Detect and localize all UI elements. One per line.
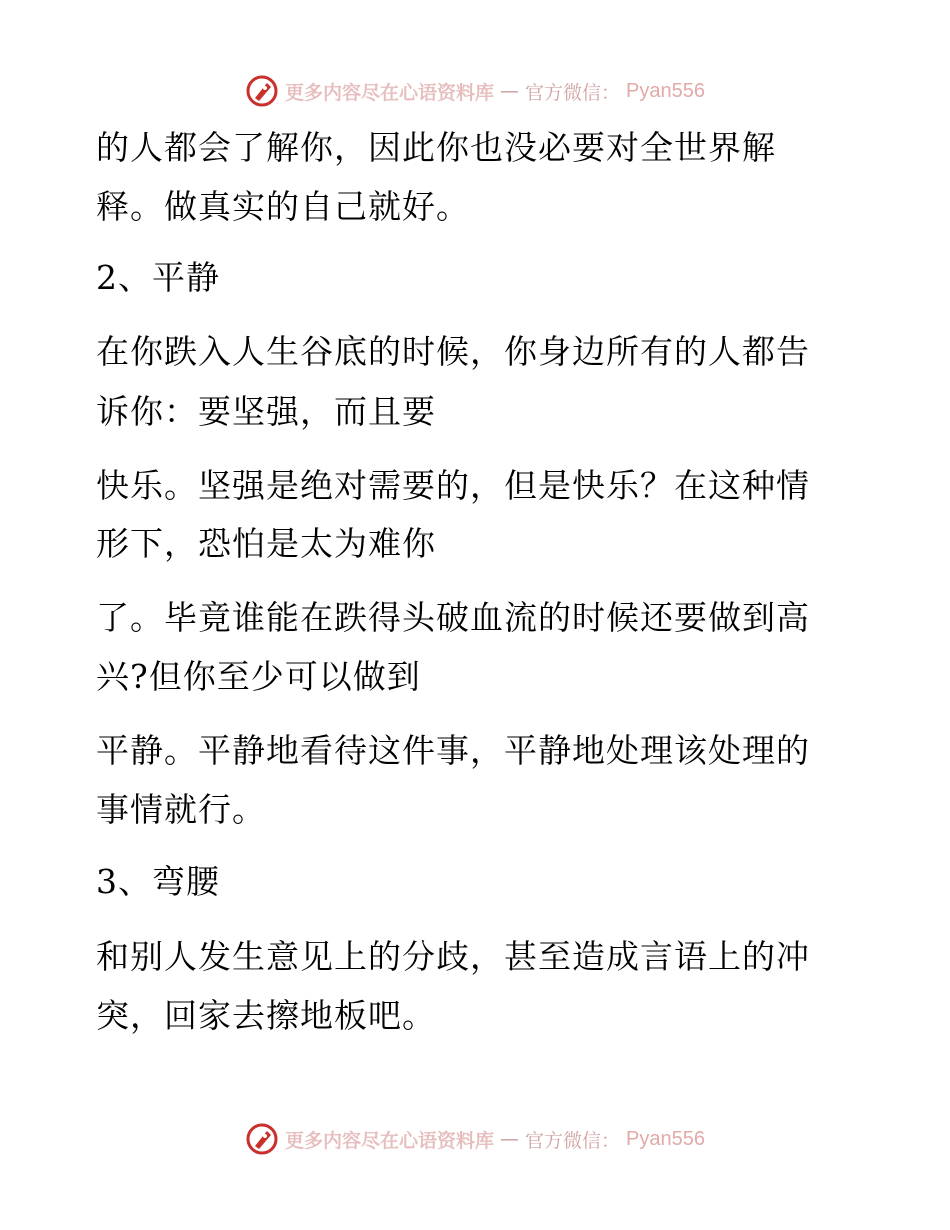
- paragraph-line: 释。做真实的自己就好。: [96, 187, 470, 226]
- watermark-wechat-id: Pyan556: [626, 1127, 705, 1150]
- watermark-wechat-id: Pyan556: [626, 79, 705, 102]
- section-heading: 3、弯腰: [96, 862, 220, 901]
- paragraph-line: 兴?但你至少可以做到: [96, 657, 421, 696]
- paragraph-line: 突，回家去擦地板吧。: [96, 996, 436, 1035]
- watermark-footer: [0, 1119, 950, 1159]
- pen-nib-logo-icon: [245, 74, 279, 108]
- watermark-official-label: 官方微信：: [525, 81, 621, 104]
- watermark-dash: —: [500, 80, 520, 102]
- watermark-header: [0, 71, 950, 111]
- paragraph-line: 快乐。坚强是绝对需要的，但是快乐？在这种情: [96, 466, 810, 505]
- paragraph-line: 诉你：要坚强，而且要: [96, 392, 436, 431]
- paragraph-line: 形下，恐怕是太为难你: [96, 524, 436, 563]
- paragraph-line: 和别人发生意见上的分歧，甚至造成言语上的冲: [96, 937, 810, 976]
- paragraph-line: 平静。平静地看待这件事，平静地处理该处理的: [96, 731, 810, 770]
- section-heading: 2、平静: [96, 258, 220, 297]
- watermark-official-label: 官方微信：: [525, 1129, 621, 1152]
- watermark-dash: —: [500, 1128, 520, 1150]
- paragraph-line: 事情就行。: [96, 790, 266, 829]
- pen-nib-logo-icon: [245, 1122, 279, 1156]
- paragraph-line: 了。毕竟谁能在跌得头破血流的时候还要做到高: [96, 598, 810, 637]
- paragraph-line: 在你跌入人生谷底的时候，你身边所有的人都告: [96, 332, 810, 371]
- paragraph-line: 的人都会了解你，因此你也没必要对全世界解: [96, 128, 776, 167]
- watermark-main-text: 更多内容尽在心语资料库: [285, 1129, 495, 1152]
- watermark-main-text: 更多内容尽在心语资料库: [285, 81, 495, 104]
